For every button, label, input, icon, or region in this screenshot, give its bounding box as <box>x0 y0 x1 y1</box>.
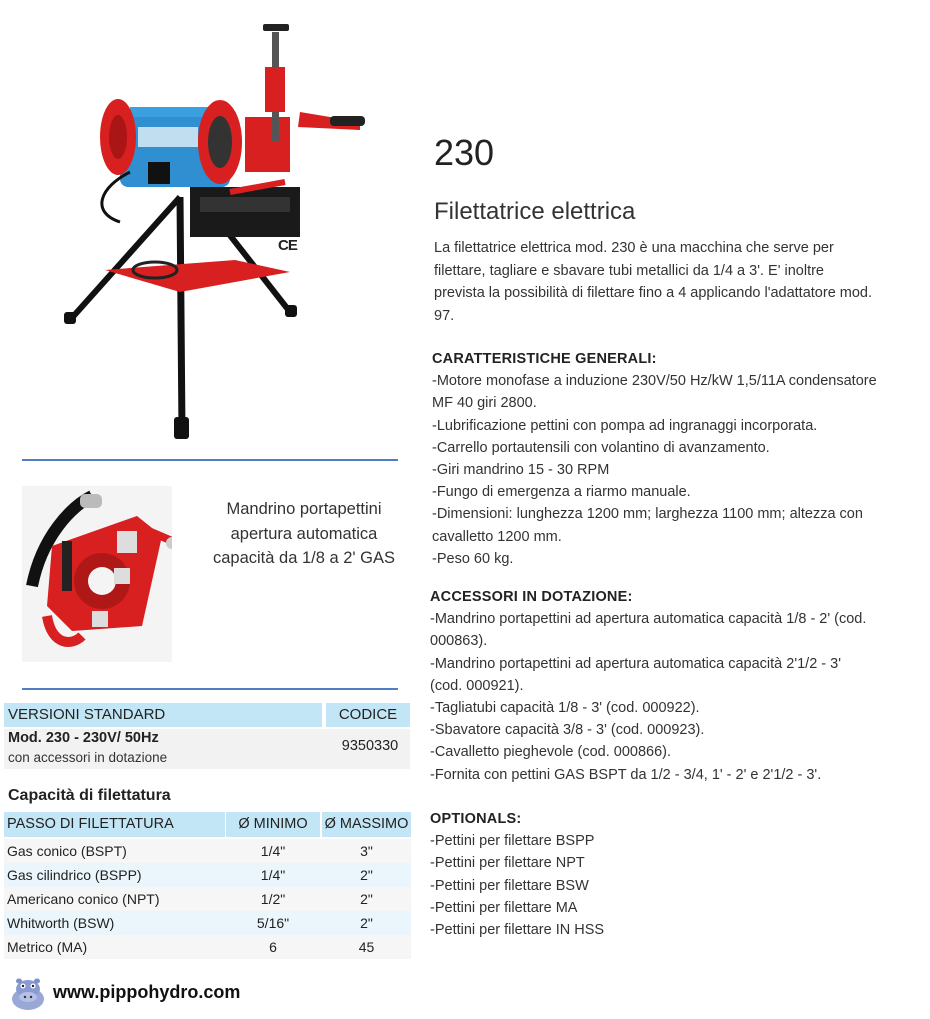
max-diameter: 2" <box>360 867 373 883</box>
capacity-header-min: Ø MINIMO <box>226 812 320 837</box>
chuck-caption: Mandrino portapettini apertura automatica capacità da 1/8 a 2' GAS <box>212 500 395 567</box>
spec-line: -Carrello portautensili con volantino di avanzamento. <box>432 439 770 456</box>
accessories-heading: ACCESSORI IN DOTAZIONE: <box>430 589 633 605</box>
table-row <box>4 863 411 887</box>
versions-header-label: VERSIONI STANDARD <box>4 703 322 727</box>
accessory-line: -Cavalletto pieghevole (cod. 000866). <box>430 744 672 761</box>
min-diameter: 5/16" <box>256 915 290 931</box>
capacity-title: Capacità di filettatura <box>8 787 171 804</box>
code-header-label: CODICE <box>326 703 410 727</box>
min-diameter: 6 <box>269 939 277 955</box>
capacity-header-max: Ø MASSIMO <box>322 812 411 837</box>
min-diameter: 1/4" <box>260 843 286 859</box>
optionals-heading: OPTIONALS: <box>430 811 522 827</box>
spec-line: -Giri mandrino 15 - 30 RPM <box>432 462 610 479</box>
max-diameter: 45 <box>358 939 375 955</box>
max-diameter: 3" <box>360 843 373 859</box>
optional-line: -Pettini per filettare IN HSS <box>430 922 605 939</box>
website-link[interactable]: www.pippohydro.com <box>53 982 241 1002</box>
optional-line: -Pettini per filettare BSW <box>430 877 589 894</box>
thread-type: Whitworth (BSW) <box>7 915 115 931</box>
spec-line: -Peso 60 kg. <box>432 550 514 567</box>
threading-machine-image <box>60 12 370 442</box>
version-subtitle: con accessori in dotazione <box>8 750 168 765</box>
code-header <box>326 703 410 727</box>
version-model: Mod. 230 - 230V/ 50Hz <box>8 730 159 746</box>
accessory-line: -Fornita con pettini GAS BSPT da 1/2 - 3/4, 1' - 2' e 2'1/2 - 3'. <box>430 766 822 783</box>
table-row <box>4 887 411 911</box>
product-title: Filettatrice elettrica <box>434 198 636 225</box>
optionals-section <box>430 808 875 941</box>
thread-type: Americano conico (NPT) <box>7 891 160 907</box>
accessory-line: -Sbavatore capacità 3/8 - 3' (cod. 000923). <box>430 722 705 739</box>
chuck-image <box>22 486 172 662</box>
spec-line: -Motore monofase a induzione 230V/50 Hz/kW 1,5/11A condensatore MF 40 giri 2800. <box>432 373 877 412</box>
section-divider <box>22 459 398 461</box>
min-diameter: 1/2" <box>260 891 286 907</box>
thread-type: Gas conico (BSPT) <box>7 843 127 859</box>
product-intro: La filettatrice elettrica mod. 230 è una macchina che serve per filettare, tagliare e sbavare tubi metallici da 1/4 a 3'. E' inoltre prevista la possibilità di filettare fino a 4 applicando l'adattatore mod. 97. <box>434 240 873 324</box>
accessories-section <box>430 586 875 786</box>
version-code: 9350330 <box>341 738 399 754</box>
max-diameter: 2" <box>360 915 373 931</box>
section-divider <box>22 688 398 690</box>
optional-line: -Pettini per filettare NPT <box>430 855 585 872</box>
optional-line: -Pettini per filettare MA <box>430 899 578 916</box>
general-specs-section <box>432 348 877 570</box>
spec-line: -Dimensioni: lunghezza 1200 mm; larghezza 1100 mm; altezza con cavalletto 1200 mm. <box>432 506 863 545</box>
spec-line: -Lubrificazione pettini con pompa ad ingranaggi incorporata. <box>432 417 818 434</box>
spec-line: -Fungo di emergenza a riarmo manuale. <box>432 484 691 501</box>
ce-mark-icon: CE <box>278 237 297 254</box>
thread-type: Metrico (MA) <box>7 939 88 955</box>
table-row <box>4 839 411 863</box>
thread-type: Gas cilindrico (BSPP) <box>7 867 142 883</box>
max-diameter: 2" <box>360 891 373 907</box>
general-specs-heading: CARATTERISTICHE GENERALI: <box>432 351 657 367</box>
table-row <box>4 935 411 959</box>
versions-header <box>4 703 322 727</box>
optional-line: -Pettini per filettare BSPP <box>430 833 595 850</box>
min-diameter: 1/4" <box>260 867 286 883</box>
accessory-line: -Tagliatubi capacità 1/8 - 3' (cod. 000922). <box>430 700 700 717</box>
capacity-header-thread: PASSO DI FILETTATURA <box>4 812 225 837</box>
table-row <box>4 911 411 935</box>
accessory-line: -Mandrino portapettini ad apertura automatica capacità 1/8 - 2' (cod. 000863). <box>430 611 867 650</box>
hippo-logo-icon <box>8 977 48 1013</box>
model-number: 230 <box>434 132 495 173</box>
accessory-line: -Mandrino portapettini ad apertura automatica capacità 2'1/2 - 3' (cod. 000921). <box>430 655 841 694</box>
